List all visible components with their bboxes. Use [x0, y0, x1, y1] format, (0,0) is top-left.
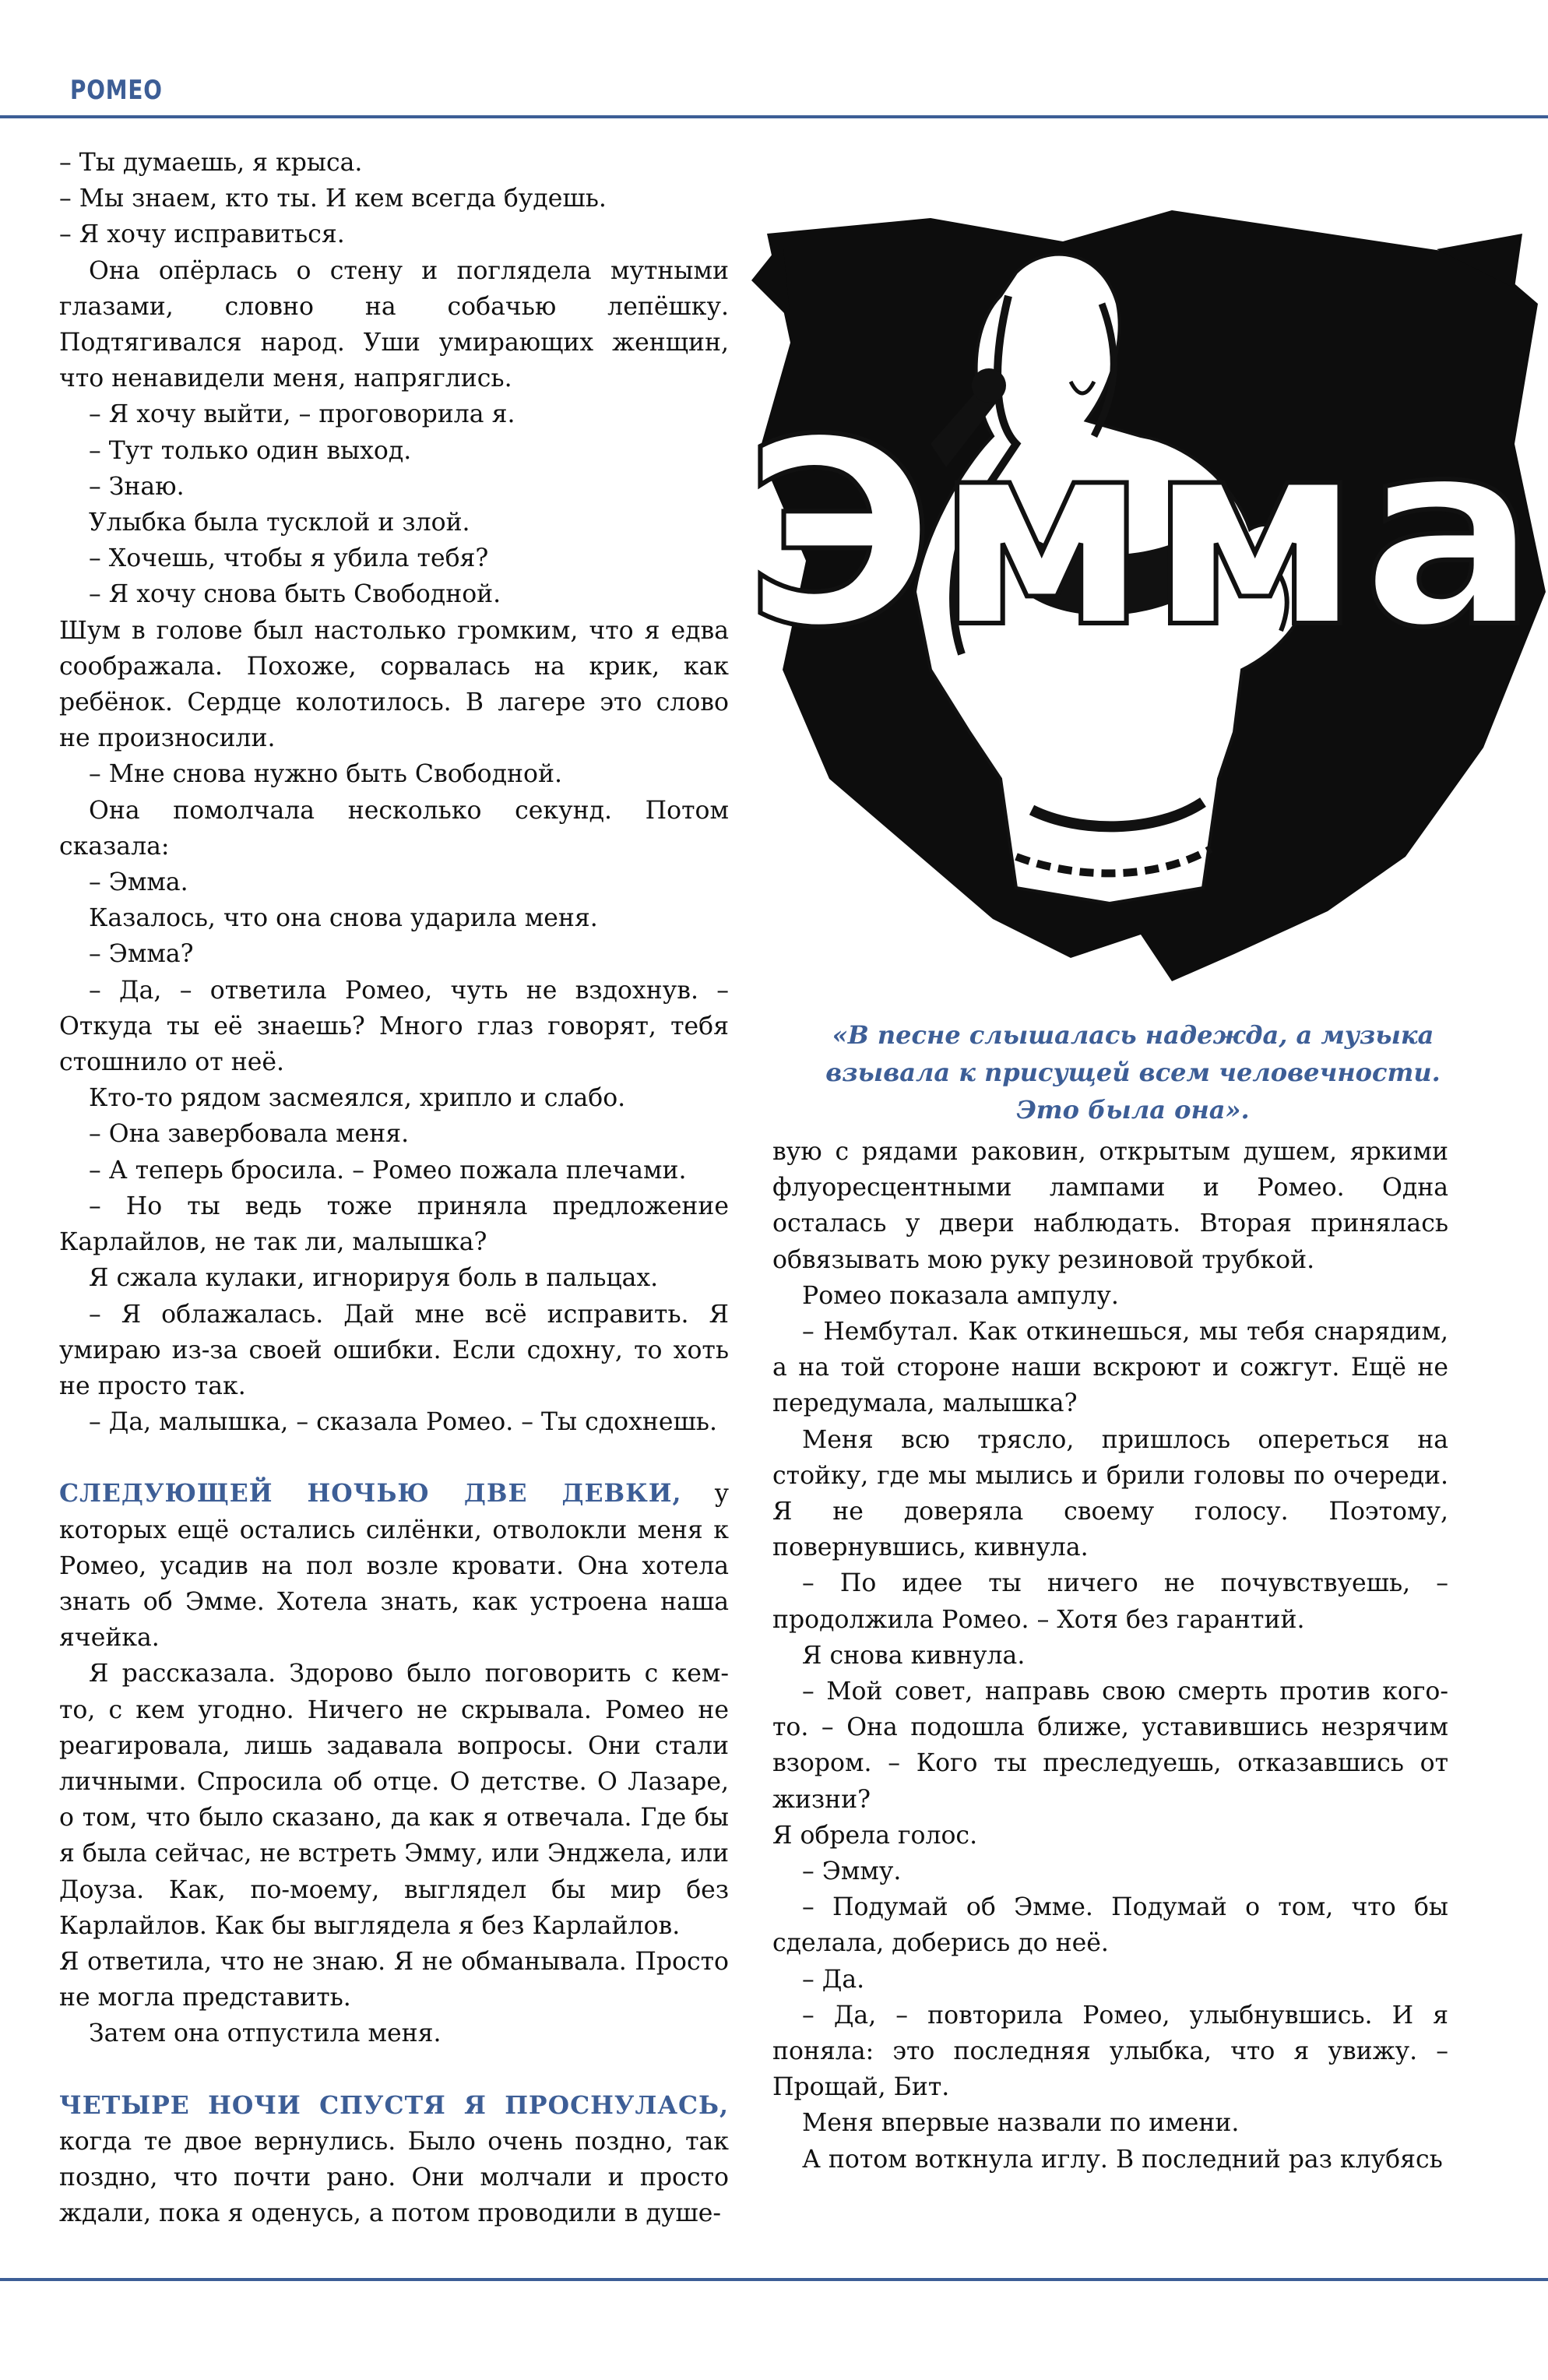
- paragraph: – Но ты ведь тоже приняла предложение Карлайлов, не так ли, малышка?: [59, 1192, 729, 1257]
- section-lead-caps: ЧЕТЫРЕ НОЧИ СПУСТЯ Я ПРОСНУЛАСЬ,: [59, 2090, 729, 2120]
- footer-rule: [0, 2278, 1548, 2281]
- paragraph: – Мы знаем, кто ты. И кем всегда будешь.: [59, 185, 607, 213]
- paragraph: Затем она отпустила меня.: [89, 2019, 442, 2048]
- section-lead-paragraph: [59, 2088, 729, 2232]
- paragraph: – Да, – ответила Ромео, чуть не вздохнув. – Откуда ты её знаешь? Много глаз говорят, тебя стошнило от неё.: [59, 976, 729, 1077]
- paragraph: Меня всю трясло, пришлось опереться на стойку, где мы мылись и брили головы по очереди. Я не доверяла своему голосу. Поэтому, повернувшись, кивнула.: [772, 1425, 1448, 1562]
- paragraph: Шум в голове был настолько громким, что я едва соображала. Похоже, сорвалась на крик, как ребёнок. Сердце колотилось. В лагере это слово не произносили.: [59, 616, 729, 753]
- paragraph: Я снова кивнула.: [802, 1641, 1026, 1670]
- paragraph: – Тут только один выход.: [89, 436, 412, 465]
- paragraph: – Знаю.: [89, 472, 185, 501]
- section-lead-caps: СЛЕДУЮЩЕЙ НОЧЬЮ ДВЕ ДЕВКИ,: [59, 1479, 682, 1509]
- section-lead-paragraph: [59, 1476, 729, 1656]
- paragraph: – Я хочу исправиться.: [59, 220, 345, 249]
- section-lead-text: у которых ещё остались силёнки, отволокли меня к Ромео, усадив на пол возле кровати. Она хотела знать об Эмме. Хотела знать, как устроена наша ячейка.: [59, 1480, 730, 1653]
- paragraph: Меня впервые назвали по имени.: [802, 2109, 1240, 2138]
- left-column: [59, 145, 729, 2231]
- paragraph: – Да, – повторила Ромео, улыбнувшись. И я поняла: это последняя улыбка, что я увижу. – Прощай, Бит.: [772, 2001, 1448, 2102]
- caption-line: Это была она».: [1016, 1095, 1250, 1125]
- paragraph: Я сжала кулаки, игнорируя боль в пальцах.: [89, 1264, 659, 1293]
- paragraph: – Эмма.: [89, 868, 188, 897]
- paragraph: Кто-то рядом засмеялся, хрипло и слабо.: [89, 1084, 626, 1113]
- paragraph: – По идее ты ничего не почувствуешь, – продолжила Ромео. – Хотя без гарантий.: [772, 1569, 1448, 1634]
- paragraph: Я рассказала. Здорово было поговорить с кем-то, с кем угодно. Ничего не скрывала. Ромео не реагировала, лишь задавала вопросы. Они стали личными. Спросила об отце. О детстве. О Лазаре, о том, что было сказано, да как я отвечала. Где бы я была сейчас, не встреть Эмму, или Энджела, или Доуза. Как, по-моему, выглядел бы мир без Карлайлов. Как бы выглядела я без Карлайлов.: [59, 1660, 729, 1940]
- paragraph: Я обрела голос.: [772, 1821, 978, 1850]
- caption-line: «В песне слышалась надежда, а музыка: [832, 1020, 1434, 1050]
- section-lead-text: когда те двое вернулись. Было очень поздно, так поздно, что почти рано. Они молчали и просто ждали, пока я оденусь, а потом проводили в душе-: [59, 2127, 729, 2228]
- header-rule: [0, 115, 1548, 118]
- paragraph: Она помолчала несколько секунд. Потом сказала:: [59, 796, 729, 861]
- paragraph: – Эмма?: [89, 940, 194, 969]
- right-column: [772, 1134, 1448, 2178]
- paragraph: – Нембутал. Как откинешься, мы тебя снарядим, а на той стороне наши вскроют и сожгут. Ещё не передумала, малышка?: [772, 1318, 1448, 1418]
- emma-illustration: [736, 187, 1548, 997]
- paragraph: – Мне снова нужно быть Свободной.: [89, 760, 562, 789]
- emma-overlay-text: Эмма: [744, 385, 1538, 684]
- paragraph: – Мой совет, направь свою смерть против кого-то. – Она подошла ближе, уставившись незрячим взором. – Кого ты преследуешь, отказавшись от жизни?: [772, 1678, 1448, 1814]
- paragraph: Улыбка была тусклой и злой.: [89, 509, 470, 537]
- paragraph: – Она завербовала меня.: [89, 1120, 410, 1149]
- image-caption: [786, 1016, 1479, 1128]
- paragraph: – Я хочу выйти, – проговорила я.: [89, 400, 515, 429]
- paragraph: Ромео показала ампулу.: [802, 1281, 1119, 1310]
- paragraph: – Подумай об Эмме. Подумай о том, что бы сделала, доберись до неё.: [772, 1893, 1448, 1958]
- paragraph: – Эмму.: [802, 1857, 902, 1886]
- paragraph: Она опёрлась о стену и поглядела мутными глазами, словно на собачью лепёшку. Подтягивался народ. Уши умирающих женщин, что ненавидели меня, напряглись.: [59, 256, 729, 393]
- caption-line: взывала к присущей всем человечности.: [825, 1058, 1441, 1087]
- paragraph: Я ответила, что не знаю. Я не обманывала. Просто не могла представить.: [59, 1947, 729, 2012]
- running-title: РОМЕО: [70, 75, 163, 106]
- paragraph: Казалось, что она снова ударила меня.: [89, 904, 598, 933]
- paragraph: – Я облажалась. Дай мне всё исправить. Я умираю из-за своей ошибки. Если сдохну, то хоть не просто так.: [59, 1300, 729, 1400]
- paragraph: – А теперь бросила. – Ромео пожала плечами.: [89, 1156, 687, 1185]
- paragraph: – Я хочу снова быть Свободной.: [89, 580, 501, 609]
- paragraph-continuation: вую с рядами раковин, открытым душем, яркими флуоресцентными лампами и Ромео. Одна осталась у двери наблюдать. Вторая принялась обвязывать мою руку резиновой трубкой.: [772, 1138, 1448, 1274]
- paragraph: – Ты думаешь, я крыса.: [59, 149, 363, 177]
- paragraph: – Да, малышка, – сказала Ромео. – Ты сдохнешь.: [89, 1408, 717, 1437]
- paragraph: А потом воткнула иглу. В последний раз клубясь: [802, 2145, 1443, 2174]
- paragraph: – Хочешь, чтобы я убила тебя?: [89, 544, 489, 573]
- paragraph: – Да.: [802, 1965, 865, 1994]
